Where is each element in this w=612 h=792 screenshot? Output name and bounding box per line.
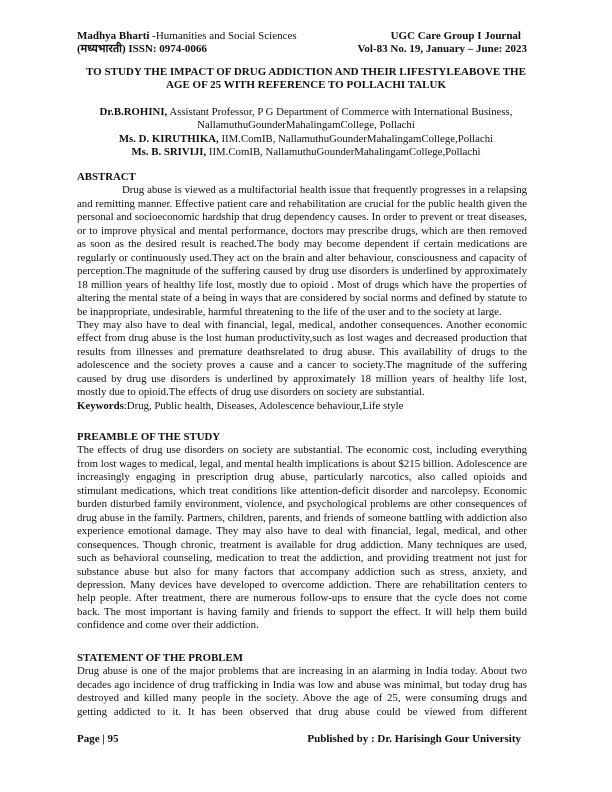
journal-group: UGC Care Group I Journal xyxy=(390,30,521,42)
page-number: Page | 95 xyxy=(77,733,119,745)
page-footer xyxy=(77,733,527,745)
journal-volume: Vol-83 No. 19, January – June: 2023 xyxy=(357,43,527,55)
preamble-heading: PREAMBLE OF THE STUDY xyxy=(77,431,221,443)
hindi-name: (मध्यभारती) xyxy=(77,43,126,55)
preamble-paragraph: The effects of drug use disorders on society are substantial. The economic cost, including everything from lost wages to medical, legal, and mental health implications is about $215 billion. Adolescence are increasingly engaging in prescription drug abuse, particularly narcotics, also called opioids and stimulant medications, which treat conditions like attention-deficit disorder and narcolepsy. Economic burden disturbed family environment, violence, and psychological problems are other consequences of drug abuse in the family. Partners, children, parents, and friends of someone battling with addiction also experience emotional damage. They may also have to deal with financial, legal, medical, and other consequences. Though chronic, treatment is available for drug addiction. Many techniques are used, such as behavioral counseling, medication to treat the addiction, and providing treatment not just for substance abuse but also for many factors that accompany addiction such as stress, anxiety, and depression. Many devices have developed to overcome addiction. There are rehabilitation centers to help people. After treatment, there are numerous follow-ups to ensure that the cycle does not come back. The most important is having family and friends to support the effect. It will help them build confidence and come over their addiction. xyxy=(77,444,527,632)
title-line-1: TO STUDY THE IMPACT OF DRUG ADDICTION AND THEIR LIFESTYLEABOVE THE xyxy=(86,66,526,78)
preamble-section xyxy=(77,431,527,633)
abstract-paragraph: Drug abuse is viewed as a multifactorial health issue that frequently progresses in a relapsing and remitting manner. Effective patient care and rehabilitation are crucial for the public health given the personal and socioeconomic hardship that drug dependency causes. In order to prevent or treat diseases, or to improve physical and mental performance, doctors may prescribe drugs, which are then removed as soon as the desired result is reached.The body may become dependent if certain medications are regularly or continuously used.They act on the brain and alter behaviour, consciousness and capacity of perception.The magnitude of the suffering caused by drug use disorders is underlined by approximately 18 million years of healthy life lost, mostly due to opioid . Most of drugs which have the properties of altering the mental state of a being in ways that are considered by social norms and defined by statute to be inappropriate, undesirable, harmful threatening to the life of the user and to the society at large. xyxy=(77,184,527,318)
author-1 xyxy=(72,106,540,119)
author-name: Ms. D. KIRUTHIKA, xyxy=(118,132,219,145)
statement-paragraph: Drug abuse is one of the major problems that are increasing in an alarming in India today. About two decades ago incidence of drug trafficking in India was low and abuse was minimal, but today drug has destroyed and killed many people in the society. Above the age of 25, were consuming drugs and getting addicted to it. It has been observed that drug abuse could be viewed from different xyxy=(77,665,527,718)
author-2 xyxy=(72,133,540,146)
paper-title xyxy=(72,66,540,92)
author-3 xyxy=(72,146,540,159)
abstract-paragraph: They may also have to deal with financial, legal, medical, andother consequences. Another economic effect from drug abuse is the lost human productivity,such as lost wages and decreased production that results from illnesses and premature deathsrelated to drug abuse. This availability of drugs to the adolescence and the society proves a cause and a cancer to society.The magnitude of the suffering caused by drug use disorders is underlined by approximately 18 million years of healthy life lost, mostly due to opioid.The effects of drug use disorders on society are substantial. xyxy=(77,318,527,399)
running-header xyxy=(77,30,527,56)
publisher: Published by : Dr. Harisingh Gour University xyxy=(307,733,521,745)
keywords-label: Keywords xyxy=(77,399,124,412)
journal-subtitle: Humanities and Social Sciences xyxy=(155,30,297,42)
issn: ISSN: 0974-0066 xyxy=(128,43,207,55)
author-name: Dr.B.ROHINI, xyxy=(99,106,168,118)
statement-section xyxy=(77,652,527,719)
author-affiliation: IIM.ComIB, NallamuthuGounderMahalingamCollege,Pollachi xyxy=(206,146,481,159)
author-affiliation: NallamuthuGounderMahalingamCollege, Pollachi xyxy=(197,119,415,132)
statement-heading: STATEMENT OF THE PROBLEM xyxy=(77,652,243,664)
journal-name-bold: Madhya Bharti - xyxy=(77,30,156,42)
keywords xyxy=(77,400,527,413)
keywords-list: :Drug, Public health, Diseases, Adolescence behaviour,Life style xyxy=(123,399,404,412)
author-affiliation: IIM.ComIB, NallamuthuGounderMahalingamCollege,Pollachi xyxy=(218,132,494,145)
journal-issn xyxy=(77,43,207,56)
journal-name xyxy=(77,30,297,43)
abstract-section xyxy=(77,171,527,413)
abstract-heading: ABSTRACT xyxy=(77,171,136,183)
author-list xyxy=(72,106,540,160)
author-name: Ms. B. SRIVIJI, xyxy=(131,146,207,159)
author-affiliation: Assistant Professor, P G Department of Commerce with International Business, xyxy=(167,106,513,118)
title-line-2: AGE OF 25 WITH REFERENCE TO POLLACHI TALUK xyxy=(165,79,447,91)
